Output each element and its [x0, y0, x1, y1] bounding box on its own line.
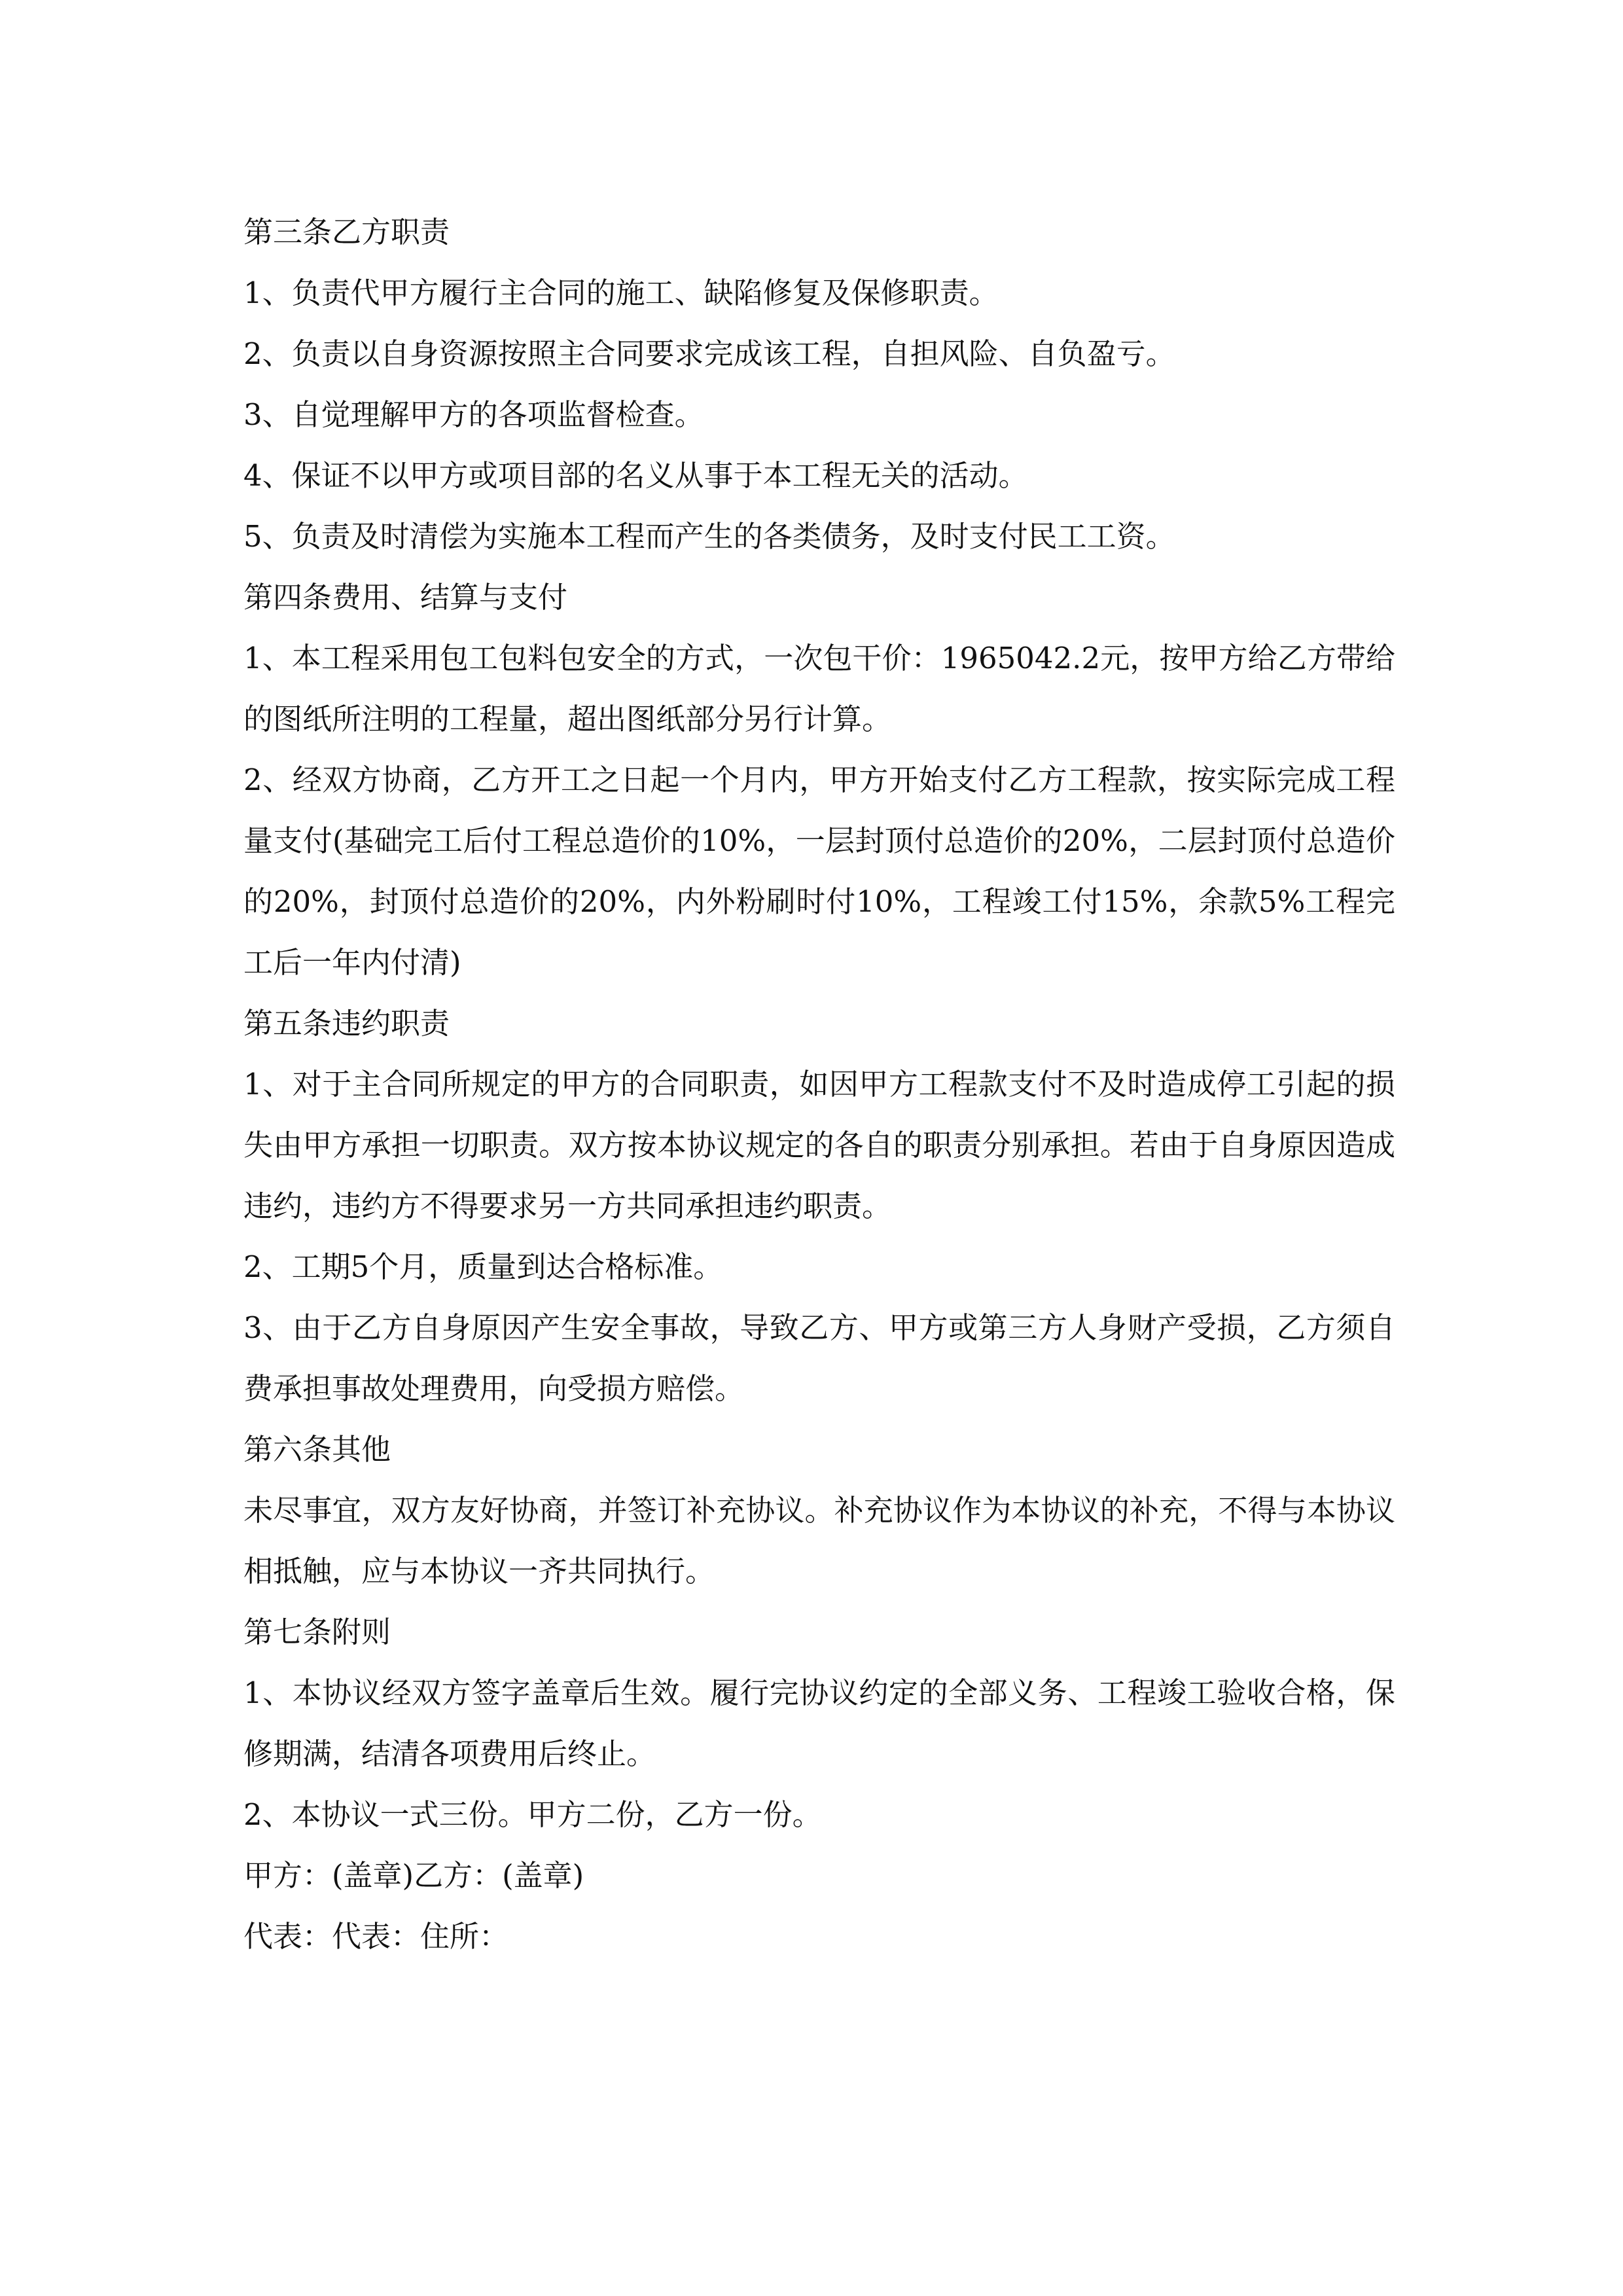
article-5-clause-3: 3、由于乙方自身原因产生安全事故，导致乙方、甲方或第三方人身财产受损，乙方须自费承担事故处理费用，向受损方赔偿。	[243, 1310, 1395, 1406]
article-7-clause-2: 2、本协议一式三份。甲方二份，乙方一份。	[243, 1797, 822, 1832]
article-3-clause-4: 4、保证不以甲方或项目部的名义从事于本工程无关的活动。	[243, 458, 1028, 493]
article-3-clause-5: 5、负责及时清偿为实施本工程而产生的各类债务，及时支付民工工资。	[243, 519, 1175, 554]
article-7-heading: 第七条附则	[243, 1615, 391, 1649]
article-3-clause-3: 3、自觉理解甲方的各项监督检查。	[243, 397, 704, 432]
article-4-clause-2: 2、经双方协商，乙方开工之日起一个月内，甲方开始支付乙方工程款，按实际完成工程量支付(基础完工后付工程总造价的10%，一层封顶付总造价的20%，二层封顶付总造价的20%，封顶付总造价的20%，内外粉刷时付10%，工程竣工付15%，余款5%工程完工后一年内付清)	[243, 762, 1395, 980]
article-3-clause-1: 1、负责代甲方履行主合同的施工、缺陷修复及保修职责。	[243, 276, 999, 310]
article-4-clause-1: 1、本工程采用包工包料包安全的方式，一次包干价：1965042.2元，按甲方给乙方带给的图纸所注明的工程量，超出图纸部分另行计算。	[243, 641, 1395, 736]
article-7-clause-1: 1、本协议经双方签字盖章后生效。履行完协议约定的全部义务、工程竣工验收合格，保修期满，结清各项费用后终止。	[243, 1676, 1395, 1771]
article-3-clause-2: 2、负责以自身资源按照主合同要求完成该工程，自担风险、自负盈亏。	[243, 336, 1175, 371]
signature-party-line: 甲方：(盖章)乙方：(盖章)	[243, 1858, 584, 1893]
article-3-heading: 第三条乙方职责	[243, 215, 450, 249]
document-body	[243, 202, 1395, 1967]
article-6-heading: 第六条其他	[243, 1432, 391, 1467]
article-5-clause-1: 1、对于主合同所规定的甲方的合同职责，如因甲方工程款支付不及时造成停工引起的损失由甲方承担一切职责。双方按本协议规定的各自的职责分别承担。若由于自身原因造成违约，违约方不得要求另一方共同承担违约职责。	[243, 1067, 1395, 1223]
article-6-body: 未尽事宜，双方友好协商，并签订补充协议。补充协议作为本协议的补充，不得与本协议相抵触，应与本协议一齐共同执行。	[243, 1493, 1395, 1588]
article-5-clause-2: 2、工期5个月，质量到达合格标准。	[243, 1249, 723, 1284]
signature-representative-line: 代表：代表：住所：	[243, 1919, 509, 1954]
article-4-heading: 第四条费用、结算与支付	[243, 580, 568, 615]
article-5-heading: 第五条违约职责	[243, 1006, 450, 1041]
